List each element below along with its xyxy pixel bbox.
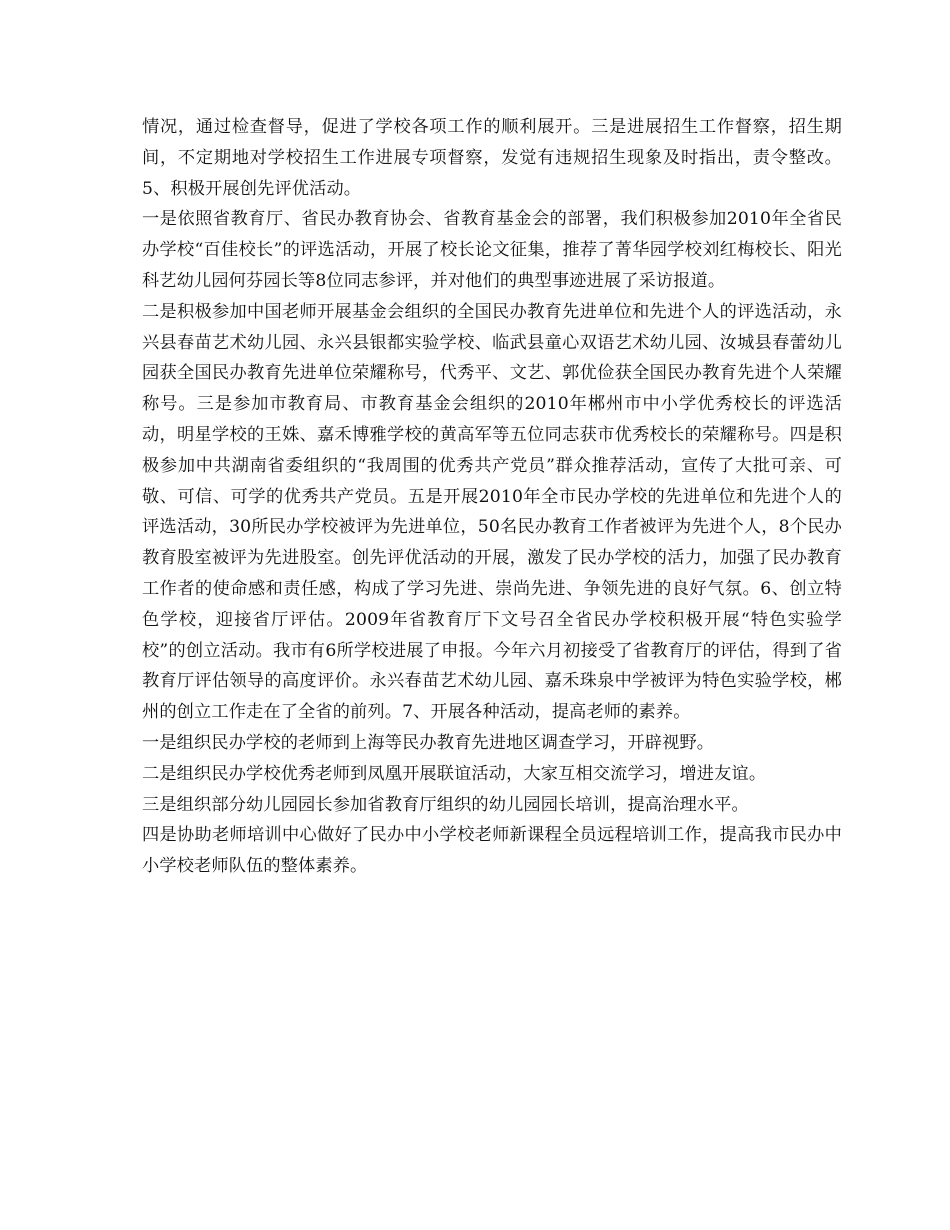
paragraph-2: 一是依照省教育厅、省民办教育协会、省教育基金会的部署，我们积极参加2010年全省民办学校“百佳校长”的评选活动，开展了校长论文征集，推荐了菁华园学校刘红梅校长、阳光科艺幼儿园何芬园长等8位同志参评，并对他们的典型事迹进展了采访报道。 — [142, 209, 842, 291]
paragraph-7: 四是协助老师培训中心做好了民办中小学校老师新课程全员远程培训工作，提高我市民办中小学校老师队伍的整体素养。 — [142, 825, 842, 877]
document-body — [142, 112, 842, 882]
paragraph-6: 三是组织部分幼儿园园长参加省教育厅组织的幼儿园园长培训，提高治理水平。 — [142, 794, 749, 815]
paragraph-4: 一是组织民办学校的老师到上海等民办教育先进地区调查学习，开辟视野。 — [142, 732, 715, 753]
paragraph-1: 情况，通过检查督导，促进了学校各项工作的顺利展开。三是进展招生工作督察，招生期间，不定期地对学校招生工作进展专项督察，发觉有违规招生现象及时指出，责令整改。5、积极开展创先评优活动。 — [142, 117, 842, 199]
paragraph-5: 二是组织民办学校优秀老师到凤凰开展联谊活动，大家互相交流学习，增进友谊。 — [142, 763, 767, 784]
paragraph-3: 二是积极参加中国老师开展基金会组织的全国民办教育先进单位和先进个人的评选活动，永兴县春苗艺术幼儿园、永兴县银都实验学校、临武县童心双语艺术幼儿园、汝城县春蕾幼儿园获全国民办教育先进单位荣耀称号，代秀平、文艺、郭优俭获全国民办教育先进个人荣耀称号。三是参加市教育局、市教育基金会组织的2010年郴州市中小学优秀校长的评选活动，明星学校的王姝、嘉禾博雅学校的黄高军等五位同志获市优秀校长的荣耀称号。四是积极参加中共湖南省委组织的“我周围的优秀共产党员”群众推荐活动，宣传了大批可亲、可敬、可信、可学的优秀共产党员。五是开展2010年全市民办学校的先进单位和先进个人的评选活动，30所民办学校被评为先进单位，50名民办教育工作者被评为先进个人，8个民办教育股室被评为先进股室。创先评优活动的开展，激发了民办学校的活力，加强了民办教育工作者的使命感和责任感，构成了学习先进、崇尚先进、争领先进的良好气氛。6、创立特色学校，迎接省厅评估。2009年省教育厅下文号召全省民办学校积极开展“特色实验学校”的创立活动。我市有6所学校进展了申报。今年六月初接受了省教育厅的评估，得到了省教育厅评估领导的高度评价。永兴春苗艺术幼儿园、嘉禾珠泉中学被评为特色实验学校，郴州的创立工作走在了全省的前列。7、开展各种活动，提高老师的素养。 — [142, 301, 842, 723]
